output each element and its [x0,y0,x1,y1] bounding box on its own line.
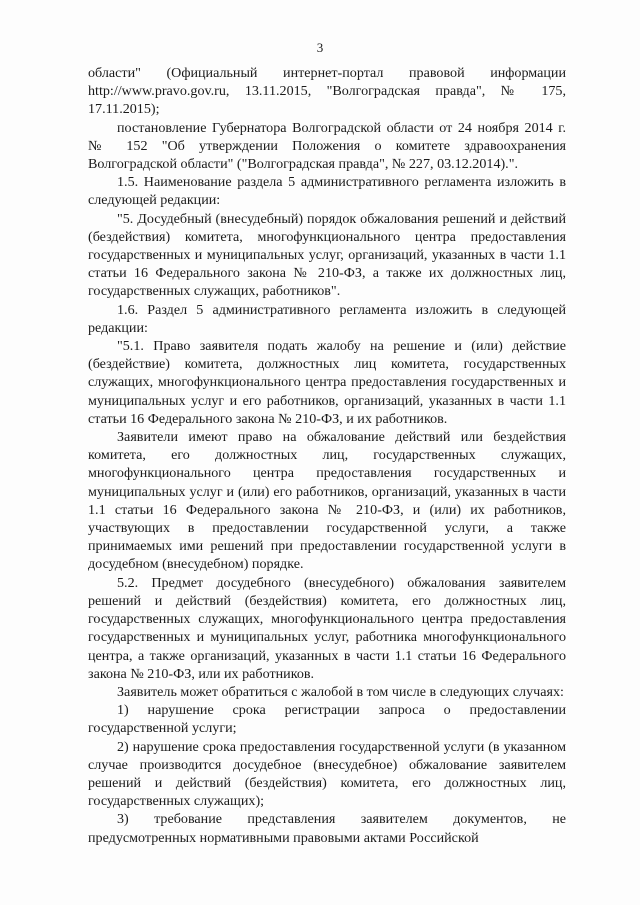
paragraph-5-1: "5.1. Право заявителя подать жалобу на решение и (или) действие (бездействие) комитета, должностных лиц комитета, государственных служащих, многофункционального центра предоставления государственных и муниципальных услуг и его работников, организаций, указанных в части 1.1 статьи 16 Федерального закона № 210-ФЗ, и их работников. [88,338,566,427]
paragraph-applicants-rights: Заявители имеют право на обжалование действий или бездействия комитета, его должностных лиц, государственных служащих, многофункционального центра предоставления государственных и муниципальных услуг и (или) его работников, организаций, указанных в части 1.1 статьи 16 Федерального закона № 210-ФЗ, и (или) их работников, участвующих в предоставлении государственной услуги, а также принимаемых ими решений при предоставлении государственной услуги в досудебном (внесудебном) порядке. [88,429,566,573]
paragraph-item-1-5: 1.5. Наименование раздела 5 административного регламента изложить в следующей редакции: [88,174,566,209]
list-item-2: 2) нарушение срока предоставления государственной услуги (в указанном случае производится досудебное (внесудебное) обжалование заявителем решений и действий (бездействия) комитета, его должностных лиц, государственных служащих); [88,738,566,810]
page-number: 3 [316,40,324,55]
list-item-3: 3) требование представления заявителем документов, не предусмотренных нормативными правовыми актами Российской [88,811,566,846]
paragraph-governor-resolution: постановление Губернатора Волгоградской области от 24 ноября 2014 г. № 152 "Об утверждении Положения о комитете здравоохранения Волгоградской области" ("Волгоградская правда", № 227, 03.12.2014).". [88,119,566,173]
paragraph-item-1-6: 1.6. Раздел 5 административного регламента изложить в следующей редакции: [88,301,566,336]
paragraph-section-5-title: "5. Досудебный (внесудебный) порядок обжалования решений и действий (бездействия) комитета, многофункционального центра предоставления государственных и муниципальных услуг, организаций, указанных в части 1.1 статьи 16 Федерального закона № 210-ФЗ, а также их должностных лиц, государственных служащих, работников". [88,210,566,300]
document-body [88,64,566,847]
paragraph-source-continuation: области" (Официальный интернет-портал правовой информации http://www.pravo.gov.ru, 13.11.2015, "Волгоградская правда", № 175, 17.11.2015); [88,65,566,118]
list-item-1: 1) нарушение срока регистрации запроса о предоставлении государственной услуги; [88,702,566,737]
paragraph-5-2: 5.2. Предмет досудебного (внесудебного) обжалования заявителем решений и действий (бездействия) комитета, его должностных лиц, государственных служащих, многофункционального центра предоставления государственных и муниципальных услуг, работника многофункционального центра, а также организаций, указанных в части 1.1 статьи 16 Федерального закона № 210-ФЗ, или их работников. [88,574,566,682]
paragraph-complaint-cases: Заявитель может обратиться с жалобой в том числе в следующих случаях: [117,683,564,700]
